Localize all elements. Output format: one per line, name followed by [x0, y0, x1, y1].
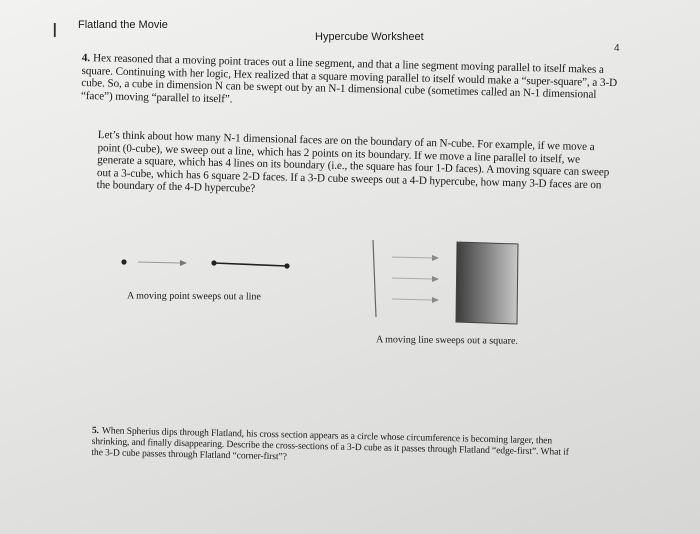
- worksheet-title: Hypercube Worksheet: [315, 31, 424, 43]
- swept-square: [456, 242, 518, 324]
- page-number: 4: [614, 43, 620, 54]
- caption-moving-point: A moving point sweeps out a line: [126, 290, 261, 303]
- caption-moving-line: A moving line sweeps out a square.: [375, 334, 518, 347]
- question-5-text: When Spherius dips through Flatland, his cross section appears as a circle whose circumference is becoming larger, then shrinking, and finally disappearing. Describe the cross-sections of a 3-D cube as it passes through Flatland “edge-first”. What if the 3-D cube passes through Flatland “corner-first”?: [91, 425, 569, 463]
- question-4-paragraph-1: Hex reasoned that a moving point traces out a line segment, and that a line segment moving parallel to itself makes a square. Continuing with her logic, Hex realized that a square moving parallel to itself would make a “super-square”, a 3-D cube. So, a cube in dimension N can be swept out by an N-1 dimensional cube (sometimes called an N-1 dimensional “face”) moving “parallel to itself”.: [80, 52, 618, 105]
- header-title: Flatland the Movie: [78, 19, 168, 31]
- question-4-number: 4.: [81, 52, 91, 65]
- question-5-number: 5.: [91, 425, 99, 437]
- line-motion-arrows: [392, 255, 439, 303]
- moving-line: [373, 240, 376, 317]
- question-4-paragraph-2: Let’s think about how many N-1 dimensional faces are on the boundary of an N-cube. For example, if we move a point (0-cube), we sweep out a line, which has 2 points on its boundary. If we move a line parallel to itself, we generate a square, which has 4 lines on its boundary (i.e., the square has four 1-D faces). A moving square can sweep out a 3-cube, which has 6 square 2-D faces. If a 3-D cube sweeps out a 4-D hypercube, how many 3-D faces are on the boundary of the 4-D hypercube?: [96, 129, 610, 195]
- text-cursor-icon: I: [52, 20, 58, 42]
- moving-point: [121, 259, 126, 264]
- point-motion-arrow: [138, 260, 187, 266]
- swept-line: [211, 260, 289, 268]
